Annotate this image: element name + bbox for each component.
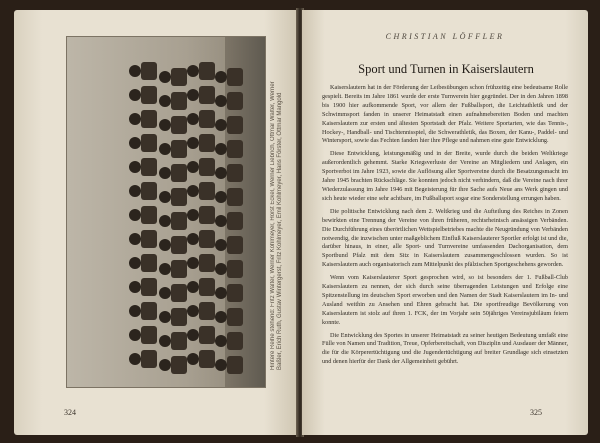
player-head: [215, 287, 227, 299]
player-head: [187, 233, 199, 245]
player-body: [141, 62, 157, 80]
player-body: [199, 254, 215, 272]
team-photo: [66, 36, 266, 388]
player-body: [199, 302, 215, 320]
player-body: [199, 86, 215, 104]
player-head: [187, 353, 199, 365]
player-head: [129, 65, 141, 77]
player-head: [215, 119, 227, 131]
player-body: [171, 260, 187, 278]
right-page: [302, 10, 588, 435]
player-body: [199, 206, 215, 224]
player-head: [215, 167, 227, 179]
player-head: [187, 89, 199, 101]
player-body: [141, 230, 157, 248]
player-body: [227, 332, 243, 350]
player-head: [187, 161, 199, 173]
player-head: [159, 71, 171, 83]
player-head: [159, 215, 171, 227]
player-body: [171, 164, 187, 182]
player-head: [159, 119, 171, 131]
player-head: [129, 233, 141, 245]
player-head: [129, 329, 141, 341]
player-body: [141, 206, 157, 224]
player-head: [129, 89, 141, 101]
player-head: [159, 191, 171, 203]
player-body: [227, 260, 243, 278]
player-head: [159, 359, 171, 371]
player-body: [227, 236, 243, 254]
player-body: [199, 230, 215, 248]
player-body: [227, 284, 243, 302]
player-body: [141, 86, 157, 104]
player-head: [187, 281, 199, 293]
player-head: [215, 71, 227, 83]
player-body: [141, 110, 157, 128]
player-body: [171, 236, 187, 254]
player-head: [129, 281, 141, 293]
article-body: [322, 84, 568, 396]
player-body: [227, 164, 243, 182]
player-body: [171, 212, 187, 230]
player-head: [159, 239, 171, 251]
player-head: [215, 359, 227, 371]
player-body: [227, 92, 243, 110]
player-body: [199, 326, 215, 344]
player-head: [159, 311, 171, 323]
player-head: [129, 353, 141, 365]
player-head: [129, 185, 141, 197]
photo-caption: Hintere Reihe stehend: Fritz Walter, Werner Kohlmeyer, Horst Eckel, Werner Liebrich, Ottmar Walter, Werner Baßler, Erich Ruth, Gustav Wintergerst, Fritz Kohlmeyer, Emil Kohlmeyer, Hans Förster, Ottmar Mangold: [270, 81, 284, 370]
player-body: [227, 212, 243, 230]
player-head: [159, 95, 171, 107]
player-body: [199, 278, 215, 296]
player-body: [199, 350, 215, 368]
player-body: [171, 284, 187, 302]
player-head: [129, 161, 141, 173]
player-head: [215, 263, 227, 275]
paragraph: Diese Entwicklung, leistungsmäßig und in der Breite, wurde durch die beiden Weltkriege außerordentlich gehemmt. Starke Kriegsverluste der Vereine an Mitgliedern und Anlagen, ein Sportverbot im Jahre 1923, sowie die Auflösung aller Sportvereine durch die Besatzungsmacht im Jahre 1945 brachten Rückschläge. Sie konnten jedoch nicht verhindern, daß die Vereine nach ihrer Wiederzulassung im Jahre 1946 mit Begeisterung für ihre Sache aufs Neue ans Werk gingen und sich heute wieder eine sehr achtbare, im Fußballsport sogar eine Sonderstellung errungen haben.: [322, 150, 568, 202]
player-head: [187, 305, 199, 317]
paragraph: Wenn vom Kaiserslauterer Sport gesprochen wird, so ist besonders der 1. Fußball-Club Kaiserslautern zu nennen, der sich durch seine überragenden Leistungen und Erfolge eine Spitzenstellung im deutschen Sport erworben und den Namen der Stadt Kaiserslautern im In- und Ausland weithin zu Ansehen und Ehren gebracht hat. Die sportfreudige Bevölkerung von Kaiserslautern ist stolz auf ihren 1. FCK, der im Vorjahr sein 50jähriges Vereinsjubiläum feiern konnte.: [322, 274, 568, 326]
player-head: [159, 167, 171, 179]
player-head: [159, 287, 171, 299]
player-head: [129, 305, 141, 317]
player-body: [141, 326, 157, 344]
article-title: Sport und Turnen in Kaiserslautern: [358, 62, 534, 76]
paragraph: Die politische Entwicklung nach dem 2. Weltkrieg und die Aufteilung des Reiches in Zonen bewirkten eine Trennung der Vereine von ihren früheren, rechtsrheinisch ansässigen Verbänden. Die Durchführung eines überörtlichen Wettspielbetriebes machte die Neugründung von Verbänden notwendig, die inzwischen unter maßgeblichem Einfluß Kaiserslauterer Sportler erfolgt ist und die, darüber hinaus, in einer, alle Sport- und Turnvereine umfassenden Dachorganisation, dem Sportbund Pfalz mit dem Sitz in Kaiserslautern zusammengeschlossen wurden. So ist Kaiserslautern auch organisatorisch zum Mittelpunkt des pfälzischen Sportgeschehens geworden.: [322, 207, 568, 269]
player-body: [141, 350, 157, 368]
paragraph: Kaiserslautern hat in der Förderung der Leibesübungen schon frühzeitig eine bedeutsame Rolle gespielt. Bereits im Jahre 1861 wurde der erste Turnverein hier gegründet. Der in den Jahren 1898 bis 1900 hier aufkommende Sport, vor allem der Fußballsport, die Leichtathletik und der Schwimmsport fanden in unserer Heimatstadt einen aufnahmebereiten Boden und machten Kaiserslautern zur ersten und ältesten Sportstadt der Pfalz. Weitere Sportarten, wie das Tennis-, Hockey-, Handball- und Tischtennisspiel, die Schwerathletik, das Boxen, der Kanu-, Paddel- und Wintersport, sowie das Fechten fanden hier ihre Pflege und nahmen eine gute Entwicklung.: [322, 84, 568, 145]
player-body: [171, 68, 187, 86]
player-body: [141, 302, 157, 320]
player-body: [171, 116, 187, 134]
player-head: [215, 239, 227, 251]
player-body: [199, 134, 215, 152]
player-head: [187, 329, 199, 341]
player-body: [171, 140, 187, 158]
player-body: [227, 188, 243, 206]
player-head: [215, 95, 227, 107]
left-page: [14, 10, 298, 435]
running-head: CHRISTIAN LÖFFLER: [385, 32, 505, 41]
player-head: [129, 113, 141, 125]
page-number-right: 325: [530, 408, 542, 417]
player-head: [187, 209, 199, 221]
player-head: [215, 335, 227, 347]
player-body: [171, 332, 187, 350]
player-head: [187, 137, 199, 149]
player-body: [171, 308, 187, 326]
player-body: [199, 158, 215, 176]
player-body: [199, 62, 215, 80]
player-head: [159, 263, 171, 275]
player-body: [141, 134, 157, 152]
page-number-left: 324: [64, 408, 76, 417]
player-head: [215, 143, 227, 155]
player-head: [187, 185, 199, 197]
player-head: [215, 191, 227, 203]
player-head: [159, 143, 171, 155]
player-head: [129, 137, 141, 149]
player-head: [187, 113, 199, 125]
player-body: [227, 68, 243, 86]
player-head: [215, 215, 227, 227]
player-body: [141, 158, 157, 176]
player-body: [227, 356, 243, 374]
player-body: [227, 140, 243, 158]
player-body: [199, 182, 215, 200]
paragraph: Die Entwicklung des Sportes in unserer Heimatstadt zu seiner heutigen Bedeutung umfaßt eine Fülle von Namen und Tradition, Treue, Opferbereitschaft, von Disziplin und Ausdauer der Männer, die für die Körperertüchtigung und die Jugendertüchtigung auf breiter Grundlage sich einsetzten und denen hierfür der Dank der Allgemeinheit gebührt.: [322, 331, 568, 366]
player-head: [187, 257, 199, 269]
player-body: [171, 356, 187, 374]
player-head: [159, 335, 171, 347]
player-body: [141, 254, 157, 272]
player-body: [171, 92, 187, 110]
player-body: [141, 278, 157, 296]
player-body: [199, 110, 215, 128]
player-head: [129, 209, 141, 221]
player-head: [187, 65, 199, 77]
player-head: [129, 257, 141, 269]
player-body: [171, 188, 187, 206]
player-body: [227, 116, 243, 134]
player-body: [141, 182, 157, 200]
player-body: [227, 308, 243, 326]
player-head: [215, 311, 227, 323]
